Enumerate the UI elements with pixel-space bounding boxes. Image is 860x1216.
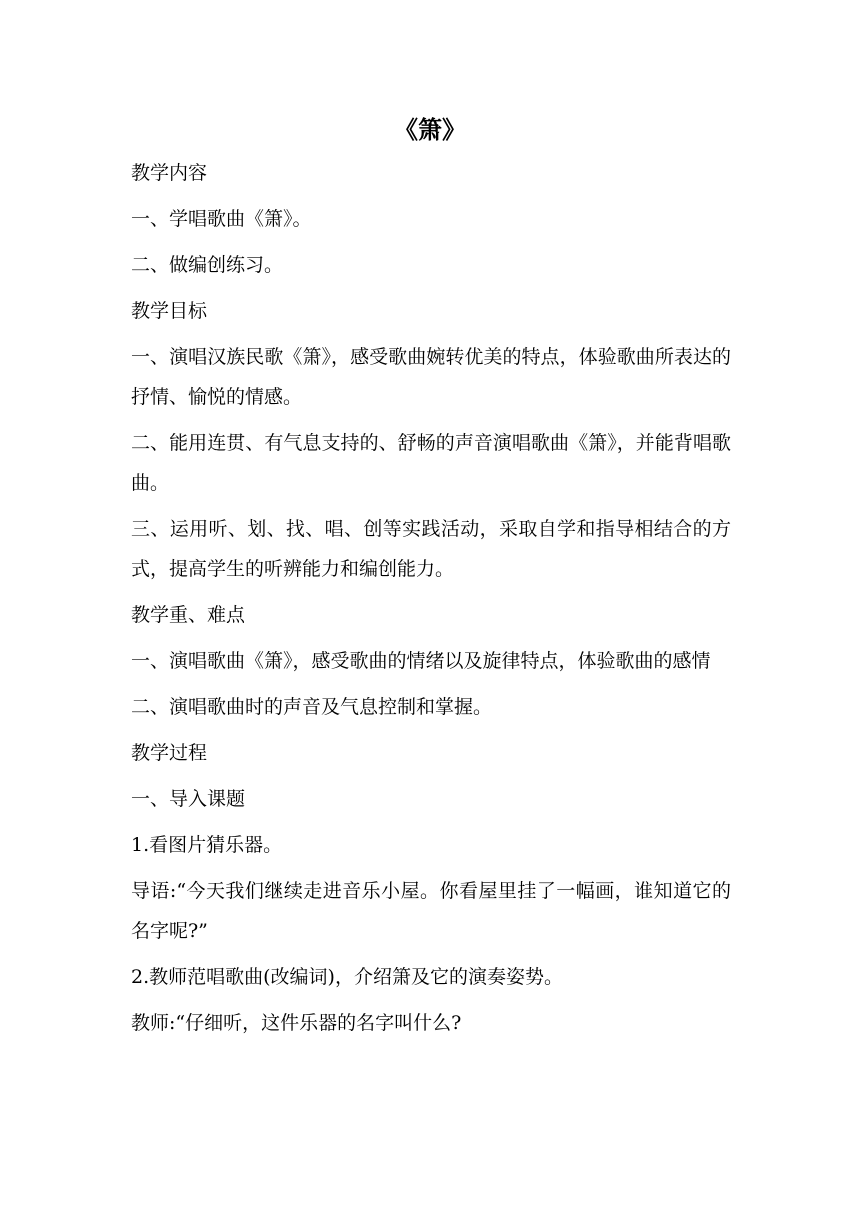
paragraph: 2.教师范唱歌曲(改编词)，介绍箫及它的演奏姿势。 <box>131 966 563 988</box>
paragraph: 教师:“仔细听，这件乐器的名字叫什么? <box>131 1012 462 1034</box>
paragraph: 导语:“今天我们继续走进音乐小屋。你看屋里挂了一幅画，谁知道它的名字呢?” <box>131 880 731 942</box>
paragraph: 一、演唱汉族民歌《箫》，感受歌曲婉转优美的特点，体验歌曲所表达的抒情、愉悦的情感。 <box>131 346 731 408</box>
paragraph: 二、做编创练习。 <box>131 254 284 276</box>
paragraph: 一、演唱歌曲《箫》，感受歌曲的情绪以及旋律特点，体验歌曲的感情 <box>131 650 711 672</box>
section-heading: 教学过程 <box>131 742 208 764</box>
section-heading: 教学内容 <box>131 162 208 184</box>
document-title: 《箫》 <box>394 115 466 144</box>
paragraph: 三、运用听、划、找、唱、创等实践活动，采取自学和指导相结合的方式，提高学生的听辨能力和编创能力。 <box>131 518 731 580</box>
document-body <box>131 153 731 1049</box>
paragraph: 一、学唱歌曲《箫》。 <box>131 208 312 230</box>
paragraph: 1.看图片猜乐器。 <box>131 834 283 856</box>
section-heading: 教学重、难点 <box>131 604 246 626</box>
paragraph: 二、演唱歌曲时的声音及气息控制和掌握。 <box>131 696 493 718</box>
paragraph: 二、能用连贯、有气息支持的、舒畅的声音演唱歌曲《箫》，并能背唱歌曲。 <box>131 432 731 494</box>
paragraph: 一、导入课题 <box>131 788 246 810</box>
section-heading: 教学目标 <box>131 300 208 322</box>
